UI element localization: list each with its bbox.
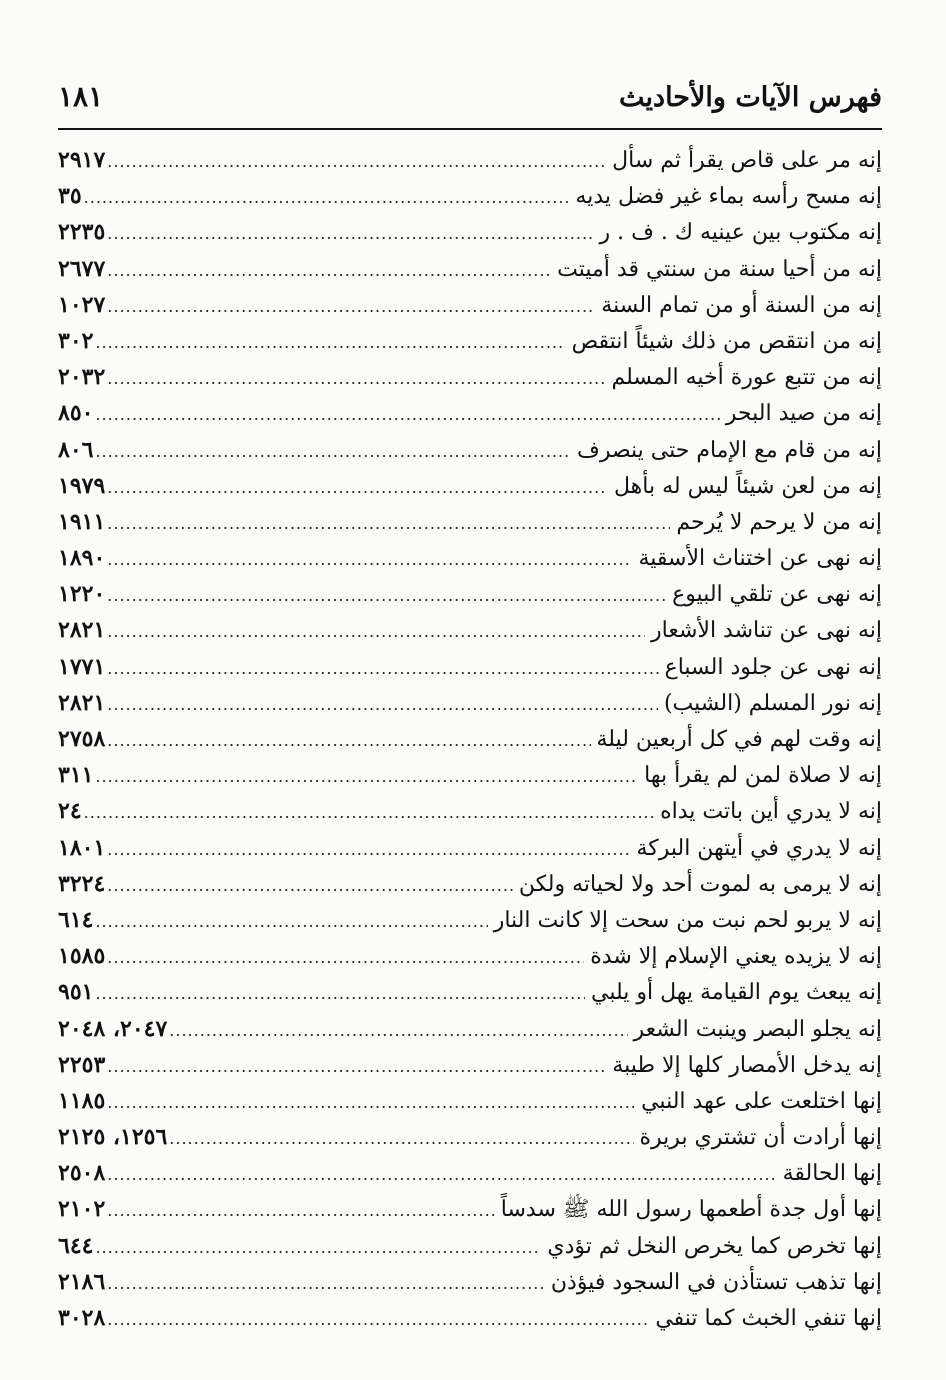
dot-leader	[107, 940, 584, 976]
dot-leader	[107, 1049, 606, 1085]
entry-text: إنه مكتوب بين عينيه ك . ف . ر	[599, 220, 882, 246]
entry-text: إنه من أحيا سنة من سنتي قد أميتت	[557, 256, 882, 282]
dot-leader	[107, 144, 606, 180]
index-entry	[58, 938, 882, 974]
entry-text: إنه نهى عن اختناث الأسقية	[638, 546, 882, 572]
index-entry	[58, 685, 882, 721]
index-entry	[58, 323, 882, 359]
entry-reference-number: ٢٨٢١	[58, 617, 106, 644]
dot-leader	[95, 759, 638, 795]
index-entry	[58, 178, 882, 214]
entry-reference-number: ٣٠٢	[58, 327, 94, 354]
entry-reference-number: ٨٥٠	[58, 400, 94, 427]
entry-text: إنه لا يدري أين باتت يداه	[660, 799, 882, 825]
entry-text: إنه من لا يرحم لا يُرحم	[676, 509, 882, 535]
index-entry	[58, 1047, 882, 1083]
entry-reference-number: ٢٧٥٨	[58, 726, 106, 752]
dot-leader	[95, 1230, 541, 1266]
dot-leader	[107, 289, 595, 325]
dot-leader	[107, 723, 590, 759]
dot-leader	[107, 216, 593, 252]
entry-text: إنه من انتقص من ذلك شيئاً انتقص	[571, 328, 882, 354]
entry-reference-number: ١٨٩٠	[58, 545, 106, 572]
entry-reference-number: ٢١٠٢	[58, 1196, 106, 1223]
entry-reference-number: ٢٥٠٨	[58, 1160, 106, 1187]
entry-text: إنها أول جدة أطعمها رسول الله ﷺ سدساً	[500, 1197, 882, 1223]
dot-leader	[107, 253, 551, 289]
dot-leader	[107, 1266, 545, 1302]
index-entry	[58, 1083, 882, 1119]
running-title: فهرس الآيات والأحاديث	[619, 82, 882, 113]
entry-text: إنه يبعث يوم القيامة يهل أو يلبي	[591, 980, 882, 1006]
index-entry	[58, 902, 882, 938]
dot-leader	[107, 1157, 776, 1193]
dot-leader	[95, 904, 487, 940]
entry-text: إنه من تتبع عورة أخيه المسلم	[611, 365, 882, 391]
dot-leader	[95, 397, 719, 433]
entry-reference-number: ١٩٧٩	[58, 472, 106, 499]
entry-reference-number: ٢٩١٧	[58, 147, 106, 173]
entry-text: إنه مر على قاص يقرأ ثم سأل	[612, 148, 882, 173]
index-entry	[58, 866, 882, 902]
entry-text: إنه نور المسلم (الشيب)	[663, 690, 882, 716]
index-entry	[58, 359, 882, 395]
entry-text: إنه وقت لهم في كل أربعين ليلة	[596, 727, 882, 752]
entry-reference-number: ٢٠٣٢	[58, 364, 106, 391]
entry-reference-number: ١١٨٥	[58, 1087, 106, 1114]
entry-text: إنه لا صلاة لمن لم يقرأ بها	[644, 763, 882, 789]
dot-leader	[107, 361, 605, 397]
entry-text: إنه يجلو البصر وينبت الشعر	[633, 1016, 882, 1042]
dot-leader	[107, 868, 513, 904]
index-entry	[58, 576, 882, 612]
entry-text: إنه لا يرمى به لموت أحد ولا لحياته ولكن	[518, 871, 882, 897]
index-entry	[58, 757, 882, 793]
dot-leader	[107, 1302, 649, 1338]
dot-leader	[107, 470, 608, 506]
entry-reference-number: ٢٦٧٧	[58, 255, 106, 282]
entry-text: إنه لا يربو لحم نبت من سحت إلا كانت النار	[493, 907, 882, 933]
dot-leader	[169, 1121, 633, 1157]
index-entry	[58, 649, 882, 685]
entry-text: إنه نهى عن تناشد الأشعار	[651, 618, 882, 644]
dot-leader	[107, 578, 666, 614]
index-entry	[58, 251, 882, 287]
entry-reference-number: ١٨٠١	[58, 834, 106, 861]
dot-leader	[107, 832, 630, 868]
dot-leader	[95, 434, 571, 470]
entry-text: إنه لا يزيده يعني الإسلام إلا شدة	[590, 944, 882, 970]
dot-leader	[107, 651, 658, 687]
entry-reference-number: ٢٢٣٥	[58, 219, 106, 246]
entry-reference-number: ٩٥١	[58, 979, 94, 1006]
index-entry	[58, 1191, 882, 1227]
dot-leader	[107, 687, 658, 723]
entry-reference-number: ١٢٥٦، ٢١٢٥	[58, 1124, 168, 1151]
index-entry	[58, 974, 882, 1010]
dot-leader	[84, 180, 570, 216]
entry-text: إنه من قام مع الإمام حتى ينصرف	[577, 437, 882, 463]
entry-reference-number: ٢٢٥٣	[58, 1051, 106, 1078]
dot-leader	[107, 542, 632, 578]
index-entry	[58, 1228, 882, 1264]
entry-text: إنها تنفي الخبث كما تنفي	[655, 1306, 882, 1331]
entry-text: إنه لا يدري في أيتهن البركة	[636, 835, 882, 861]
entry-text: إنه من لعن شيئاً ليس له بأهل	[614, 473, 882, 499]
page-number: ١٨١	[58, 80, 104, 113]
dot-leader	[169, 1013, 627, 1049]
entry-reference-number: ٢٨٢١	[58, 689, 106, 716]
entry-reference-number: ٦١٤	[58, 906, 94, 933]
entry-text: إنه من صيد البحر	[725, 401, 882, 427]
entry-text: إنه نهى عن تلقي البيوع	[672, 582, 882, 608]
dot-leader	[107, 614, 645, 650]
entry-reference-number: ١٠٢٧	[58, 291, 106, 318]
entry-reference-number: ٣٥	[58, 183, 82, 210]
entry-reference-number: ١٧٧١	[58, 653, 106, 680]
entry-text: إنها أرادت أن تشتري بريرة	[639, 1125, 882, 1151]
index-entry	[58, 395, 882, 431]
entry-reference-number: ١٥٨٥	[58, 943, 106, 970]
dot-leader	[95, 325, 565, 361]
entry-reference-number: ١٩١١	[58, 508, 106, 535]
entry-reference-number: ٢٤	[58, 798, 82, 825]
entry-reference-number: ٨٠٦	[58, 436, 94, 463]
index-entry-list	[58, 142, 882, 1336]
entry-text: إنها تذهب تستأذن في السجود فيؤذن	[550, 1269, 882, 1295]
index-entry	[58, 1300, 882, 1336]
entry-text: إنه نهى عن جلود السباع	[664, 654, 882, 680]
index-entry	[58, 1264, 882, 1300]
index-entry	[58, 1011, 882, 1047]
index-entry	[58, 830, 882, 866]
entry-text: إنها اختلعت على عهد النبي	[641, 1088, 882, 1114]
entry-text: إنه من السنة أو من تمام السنة	[601, 292, 882, 318]
entry-text: إنه مسح رأسه بماء غير فضل يديه	[575, 184, 882, 210]
entry-text: إنها تخرص كما يخرص النخل ثم تؤدي	[547, 1233, 882, 1259]
index-entry	[58, 504, 882, 540]
entry-reference-number: ١٢٢٠	[58, 581, 106, 608]
dot-leader	[107, 1085, 635, 1121]
dot-leader	[95, 976, 585, 1012]
index-entry	[58, 1155, 882, 1191]
entry-reference-number: ٢١٨٦	[58, 1268, 106, 1295]
dot-leader	[107, 506, 670, 542]
entry-text: إنها الحالقة	[782, 1161, 882, 1187]
dot-leader	[84, 795, 654, 831]
entry-reference-number: ٢٠٤٧، ٢٠٤٨	[58, 1015, 168, 1042]
index-entry	[58, 142, 882, 178]
entry-reference-number: ٣٢٢٤	[58, 870, 106, 897]
entry-reference-number: ٦٤٤	[58, 1232, 94, 1259]
index-entry	[58, 612, 882, 648]
index-entry	[58, 721, 882, 757]
index-entry	[58, 468, 882, 504]
entry-reference-number: ٣١١	[58, 762, 94, 789]
running-header	[58, 78, 882, 124]
entry-reference-number: ٣٠٢٨	[58, 1305, 106, 1331]
index-entry	[58, 793, 882, 829]
index-entry	[58, 287, 882, 323]
index-entry	[58, 432, 882, 468]
header-rule	[58, 128, 882, 130]
entry-text: إنه يدخل الأمصار كلها إلا طيبة	[612, 1052, 882, 1078]
index-entry	[58, 1119, 882, 1155]
dot-leader	[107, 1193, 495, 1229]
index-entry	[58, 540, 882, 576]
index-entry	[58, 214, 882, 250]
